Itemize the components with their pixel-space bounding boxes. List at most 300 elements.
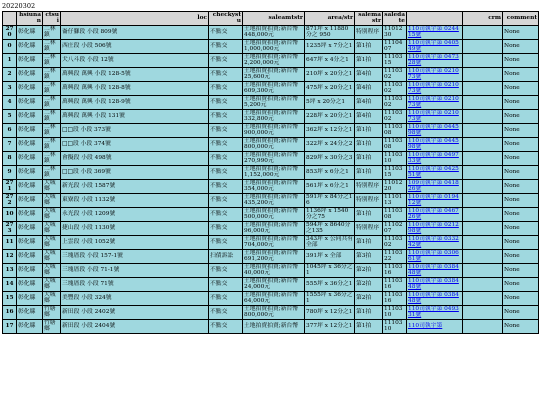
cell-sale-round: 特別程序: [355, 179, 383, 193]
cell-sale-date: 1101230: [383, 25, 407, 39]
cell-crm: [463, 249, 503, 263]
cell-sale-amount: 土地拍賣拍賣;新台幣 2,200,000元: [243, 53, 305, 67]
cell-sale-round: 第4拍: [355, 95, 383, 109]
cell-comment: None: [503, 319, 539, 333]
cell-case-link: [407, 81, 463, 95]
cell-sale-round: 第2拍: [355, 263, 383, 277]
cell-location: 萬興段 萬興 小段 128-5號: [61, 67, 209, 81]
cell-case-link: [407, 221, 463, 235]
cell-ctsui: 大城鄉: [43, 277, 61, 291]
cell-comment: None: [503, 151, 539, 165]
cell-location: 萬興段 萬興 小段 128-9號: [61, 95, 209, 109]
cell-sale-round: 第1拍: [355, 207, 383, 221]
cell-location: □□段 小段 373號: [61, 123, 209, 137]
cell-comment: None: [503, 67, 539, 81]
cell-sale-amount: 土地拍賣拍賣;新台幣 25,600元: [243, 67, 305, 81]
cell-case-link: [407, 109, 463, 123]
cell-area: 591坪 x 84分之16: [305, 193, 355, 207]
cell-sale-date: 1110207: [383, 221, 407, 235]
cell-sale-amount: 土地拍賣拍賣;新台幣 24,000元: [243, 277, 305, 291]
cell-sale-date: 1110316: [383, 263, 407, 277]
cell-crm: [463, 235, 503, 249]
cell-ctsui: 竹塘鄉: [43, 305, 61, 319]
cell-sale-amount: 土地拍賣拍賣;新台幣 800,000元: [243, 137, 305, 151]
table-row: [3, 165, 539, 179]
cell-crm: [463, 207, 503, 221]
cell-checkystu: 不點交: [209, 263, 243, 277]
cell-sale-date: 1110302: [383, 109, 407, 123]
col-header-loc: loc: [61, 12, 209, 26]
cell-sale-amount: 土地拍賣拍賣;新台幣 704,000元: [243, 235, 305, 249]
row-index: 5: [3, 109, 17, 123]
cell-sale-date: 1110302: [383, 67, 407, 81]
row-index: 4: [3, 95, 17, 109]
cell-ctsui: 竹塘鄉: [43, 319, 61, 333]
cell-area: 780坪 x 12分之1: [305, 305, 355, 319]
cell-sale-round: 第4拍: [355, 81, 383, 95]
cell-checkystu: 扫債訴訟: [209, 249, 243, 263]
cell-comment: None: [503, 249, 539, 263]
case-link[interactable]: 110司執宇第 044598號: [408, 137, 459, 151]
cell-sale-amount: 土地拍賣拍賣;新台幣 1,152,000元: [243, 165, 305, 179]
cell-case-link: [407, 25, 463, 39]
cell-comment: None: [503, 25, 539, 39]
cell-ctsui: 二林鎮: [43, 151, 61, 165]
cell-case-link: [407, 193, 463, 207]
cell-area: 829坪 x 30分之3: [305, 151, 355, 165]
cell-checkystu: 不點交: [209, 81, 243, 95]
row-index: 14: [3, 277, 17, 291]
cell-checkystu: 不點交: [209, 235, 243, 249]
cell-hsiunan: 彰化縣: [17, 263, 43, 277]
row-index: 10: [3, 207, 17, 221]
cell-location: 犬八斗段 小段 12號: [61, 53, 209, 67]
cell-comment: None: [503, 277, 539, 291]
cell-sale-round: 第2拍: [355, 277, 383, 291]
row-index: 0: [3, 39, 17, 53]
cell-sale-date: 1110302: [383, 81, 407, 95]
cell-sale-amount: 土地拍賣拍賣;新台幣 332,800元: [243, 109, 305, 123]
cell-sale-date: 1110310: [383, 151, 407, 165]
cell-checkystu: 不點交: [209, 137, 243, 151]
cell-sale-round: 第2拍: [355, 291, 383, 305]
row-index: 272: [3, 193, 17, 207]
cell-ctsui: 大城鄉: [43, 291, 61, 305]
cell-comment: None: [503, 165, 539, 179]
cell-checkystu: 不點交: [209, 25, 243, 39]
cell-area: 228坪 x 20分之1: [305, 109, 355, 123]
cell-sale-date: 1110310: [383, 305, 407, 319]
table-row: [3, 151, 539, 165]
cell-sale-amount: 土地拍賣拍賣;新台幣 609,300元: [243, 81, 305, 95]
cell-ctsui: 大城鄉: [43, 221, 61, 235]
case-link[interactable]: 110司執宇第 042551號: [408, 165, 459, 179]
table-row: [3, 277, 539, 291]
cell-ctsui: 二林鎮: [43, 39, 61, 53]
cell-checkystu: 不點交: [209, 67, 243, 81]
cell-sale-amount: 土地拍賣拍賣;新台幣 40,000元: [243, 263, 305, 277]
cell-location: 三塊厝段 小段 71-1號: [61, 263, 209, 277]
cell-comment: None: [503, 263, 539, 277]
row-index: 11: [3, 235, 17, 249]
cell-area: 210坪 x 20分之1: [305, 67, 355, 81]
cell-crm: [463, 95, 503, 109]
cell-ctsui: 二林鎮: [43, 95, 61, 109]
cell-location: 捷山段 小段 1130號: [61, 221, 209, 235]
row-index: 17: [3, 319, 17, 333]
cell-ctsui: 二林鎮: [43, 67, 61, 81]
cell-area: 391坪 x 全部: [305, 249, 355, 263]
cell-area: 1235坪 x 7分之1: [305, 39, 355, 53]
cell-hsiunan: 彰化縣: [17, 137, 43, 151]
cell-sale-amount: 土地拍賣拍賣;新台幣 96,000元: [243, 221, 305, 235]
cell-hsiunan: 彰化縣: [17, 123, 43, 137]
cell-comment: None: [503, 207, 539, 221]
cell-comment: None: [503, 81, 539, 95]
cell-comment: None: [503, 137, 539, 151]
cell-hsiunan: 彰化縣: [17, 25, 43, 39]
cell-area: 343坪 x 公同共有全部: [306, 235, 354, 249]
cell-crm: [463, 123, 503, 137]
cell-sale-amount: 土地拍賣拍賣;新台幣 691,200元: [243, 249, 305, 263]
cell-location: 崙仔腳段 小段 809號: [61, 25, 209, 39]
case-link[interactable]: 110司執宇第 049733號: [408, 151, 459, 165]
cell-sale-date: 1110322: [383, 249, 407, 263]
cell-area: 555坪 x 36分之1: [305, 277, 355, 291]
cell-location: 上雲段 小段 1052號: [61, 235, 209, 249]
cell-sale-amount: 土地拍賣拍賣;新台幣 1,000,000元: [243, 39, 305, 53]
row-index: 273: [3, 221, 17, 235]
report-date: 20220302: [2, 2, 36, 10]
cell-checkystu: 不點交: [209, 165, 243, 179]
table-row: [3, 305, 539, 319]
case-link[interactable]: 110司執宇第 049331號: [408, 305, 459, 319]
case-link[interactable]: 110司執宇第 019412號: [408, 193, 459, 207]
col-header-hsiunan: hsiunan: [17, 12, 43, 26]
cell-crm: [463, 151, 503, 165]
cell-hsiunan: 彰化縣: [17, 235, 43, 249]
cell-case-link: [407, 263, 463, 277]
case-link[interactable]: 110司執宇第 038448號: [408, 263, 459, 277]
cell-sale-round: 特別程序: [355, 25, 383, 39]
row-index: 16: [3, 305, 17, 319]
table-row: [3, 67, 539, 81]
table-row: [3, 25, 539, 39]
cell-sale-round: 第1拍: [355, 235, 383, 249]
cell-crm: [463, 305, 503, 319]
cell-sale-round: 第1拍: [355, 39, 383, 53]
cell-checkystu: 不點交: [209, 95, 243, 109]
cell-case-link: [407, 137, 463, 151]
cell-hsiunan: 彰化縣: [17, 319, 43, 333]
cell-sale-date: 1110308: [383, 123, 407, 137]
cell-case-link: [407, 249, 463, 263]
case-link[interactable]: 110司執宇第 033242號: [408, 235, 459, 249]
cell-location: 萬興段 萬興 小段 128-8號: [61, 81, 209, 95]
cell-comment: None: [503, 305, 539, 319]
cell-case-link: [407, 291, 463, 305]
case-link[interactable]: 110司執宇第 030661號: [408, 249, 459, 263]
case-link[interactable]: 110司執宇第 046726號: [408, 207, 459, 221]
cell-sale-date: 1110113: [383, 193, 407, 207]
cell-checkystu: 不點交: [209, 123, 243, 137]
cell-sale-round: 第1拍: [355, 151, 383, 165]
case-link[interactable]: 110司執宇第 040549號: [408, 39, 459, 53]
case-link[interactable]: 110司執宇第 044598號: [408, 123, 459, 137]
table-row: [3, 235, 539, 249]
cell-ctsui: 大城鄉: [43, 179, 61, 193]
row-index: 12: [3, 249, 17, 263]
cell-ctsui: 二林鎮: [43, 25, 61, 39]
cell-sale-date: 1110316: [383, 277, 407, 291]
table-row: [3, 291, 539, 305]
case-link[interactable]: 110司執宇第: [408, 323, 443, 330]
cell-case-link: [407, 123, 463, 137]
cell-case-link: [407, 95, 463, 109]
cell-crm: [463, 277, 503, 291]
cell-location: □□段 小段 369號: [61, 165, 209, 179]
cell-sale-amount: 土地拍賣拍賣;新台幣: [243, 319, 305, 333]
cell-sale-round: 第1拍: [355, 123, 383, 137]
table-row: [3, 53, 539, 67]
table-row: [3, 193, 539, 207]
cell-sale-date: 1110310: [383, 319, 407, 333]
table-row: [3, 95, 539, 109]
cell-comment: None: [503, 221, 539, 235]
cell-ctsui: 二林鎮: [43, 53, 61, 67]
case-link[interactable]: 109司執宇第 041826號: [408, 179, 459, 193]
row-index: 6: [3, 123, 17, 137]
cell-hsiunan: 彰化縣: [17, 277, 43, 291]
cell-case-link: [407, 277, 463, 291]
cell-case-link: [407, 67, 463, 81]
cell-checkystu: 不點交: [209, 207, 243, 221]
cell-crm: [463, 39, 503, 53]
cell-sale-amount: 土地拍賣拍賣;新台幣 5,200元: [243, 95, 305, 109]
cell-sale-amount: 土地拍賣拍賣;新台幣 900,000元: [243, 123, 305, 137]
row-index: 270: [3, 25, 17, 39]
cell-crm: [463, 53, 503, 67]
cell-comment: None: [503, 53, 539, 67]
cell-sale-date: 1110407: [383, 39, 407, 53]
cell-sale-date: 1110302: [383, 95, 407, 109]
cell-ctsui: 大城鄉: [43, 263, 61, 277]
cell-sale-round: 第4拍: [355, 67, 383, 81]
cell-case-link: [407, 151, 463, 165]
cell-case-link: [407, 235, 463, 249]
cell-area: 322坪 x 24分之2: [305, 137, 355, 151]
col-header-saledate: saledate: [384, 12, 405, 25]
cell-comment: None: [503, 123, 539, 137]
table-row: [3, 221, 539, 235]
cell-sale-round: 特別程序: [355, 193, 383, 207]
cell-area: 5坪 x 20分之1: [305, 95, 355, 109]
row-index: 7: [3, 137, 17, 151]
col-header-comment: comment: [503, 12, 539, 26]
cell-comment: None: [503, 95, 539, 109]
col-header-checkystu: checkystu: [209, 12, 243, 26]
cell-comment: None: [503, 193, 539, 207]
col-header-saleamtstr: saleamtstr: [243, 12, 305, 26]
cell-sale-date: 1110308: [383, 137, 407, 151]
cell-hsiunan: 彰化縣: [17, 207, 43, 221]
case-link[interactable]: 110司執宇第 038448號: [408, 291, 459, 305]
row-index: 2: [3, 67, 17, 81]
cell-crm: [463, 81, 503, 95]
col-header-ctsui: ctsui: [43, 12, 61, 26]
col-header-index: [3, 12, 17, 26]
row-index: 15: [3, 291, 17, 305]
cell-area: 561坪 x 6分之1: [305, 179, 355, 193]
cell-sale-date: 1110308: [383, 207, 407, 221]
cell-ctsui: 二林鎮: [43, 137, 61, 151]
case-link[interactable]: 110司執宇第 024415號: [408, 25, 459, 39]
cell-area: 594坪 x 8640分之135: [305, 221, 355, 235]
case-link[interactable]: 110司執宇第 021073號: [408, 95, 459, 109]
cell-sale-round: 第1拍: [355, 53, 383, 67]
cell-sale-round: 第3拍: [355, 249, 383, 263]
cell-hsiunan: 彰化縣: [17, 109, 43, 123]
cell-crm: [463, 319, 503, 333]
cell-crm: [463, 67, 503, 81]
cell-area: 871坪 x 11880分之 950: [305, 25, 355, 39]
cell-sale-date: 1110302: [383, 235, 407, 249]
cell-comment: None: [503, 39, 539, 53]
cell-area: 475坪 x 20分之1: [305, 81, 355, 95]
cell-crm: [463, 193, 503, 207]
cell-case-link: [407, 319, 463, 333]
cell-hsiunan: 彰化縣: [17, 165, 43, 179]
cell-sale-date: 1110315: [383, 53, 407, 67]
cell-checkystu: 不點交: [209, 179, 243, 193]
col-header-area: area/str: [305, 12, 355, 26]
table-row: [3, 179, 539, 193]
row-index: 3: [3, 81, 17, 95]
cell-crm: [463, 25, 503, 39]
cell-location: □□段 小段 374號: [61, 137, 209, 151]
cell-sale-amount: 土地拍賣拍賣;新台幣 500,000元: [243, 207, 305, 221]
cell-area: 853坪 x 6分之1: [305, 165, 355, 179]
table-row: [3, 319, 539, 333]
table-row: [3, 109, 539, 123]
cell-case-link: [407, 39, 463, 53]
case-link[interactable]: 110司執宇第 047328號: [408, 53, 459, 67]
cell-case-link: [407, 207, 463, 221]
cell-hsiunan: 彰化縣: [17, 67, 43, 81]
case-link[interactable]: 110司執宇第 021073號: [408, 109, 459, 123]
cell-hsiunan: 彰化縣: [17, 81, 43, 95]
case-link[interactable]: 110司執宇第 021073號: [408, 67, 459, 81]
cell-sale-date: 1110316: [383, 291, 407, 305]
cell-location: 萬興段 萬興 小段 131號: [61, 109, 209, 123]
cell-location: 三塊厝段 小段 157-1號: [61, 249, 209, 263]
cell-hsiunan: 彰化縣: [17, 53, 43, 67]
cell-case-link: [407, 305, 463, 319]
cell-crm: [463, 263, 503, 277]
cell-comment: None: [503, 291, 539, 305]
cell-hsiunan: 彰化縣: [17, 39, 43, 53]
cell-checkystu: 不點交: [209, 305, 243, 319]
cell-checkystu: 不點交: [209, 277, 243, 291]
col-header-crm: crm: [463, 12, 503, 26]
cell-comment: None: [503, 179, 539, 193]
cell-checkystu: 不點交: [209, 221, 243, 235]
cell-comment: None: [503, 235, 539, 249]
cell-location: 永光段 小段 1209號: [61, 207, 209, 221]
cell-ctsui: 大城鄉: [43, 249, 61, 263]
cell-comment: None: [503, 109, 539, 123]
cell-crm: [463, 291, 503, 305]
row-index: 1: [3, 53, 17, 67]
cell-hsiunan: 彰化縣: [17, 305, 43, 319]
cell-crm: [463, 165, 503, 179]
cell-sale-amount: 土地拍賣拍賣;新台幣 435,200元: [243, 193, 305, 207]
cell-sale-amount: 土地拍賣拍賣;新台幣 64,000元: [243, 291, 305, 305]
cell-hsiunan: 彰化縣: [17, 291, 43, 305]
cell-checkystu: 不點交: [209, 193, 243, 207]
cell-checkystu: 不點交: [209, 109, 243, 123]
cell-sale-amount: 土地拍賣拍賣;新台幣 800,000元: [243, 305, 305, 319]
cell-ctsui: 大城鄉: [43, 207, 61, 221]
cell-sale-round: 第1拍: [355, 319, 383, 333]
row-index: 9: [3, 165, 17, 179]
cell-location: 新光段 小段 1587號: [61, 179, 209, 193]
cell-crm: [463, 137, 503, 151]
cell-ctsui: 二林鎮: [43, 81, 61, 95]
cell-sale-round: 特別程序: [355, 221, 383, 235]
cell-case-link: [407, 53, 463, 67]
cell-crm: [463, 109, 503, 123]
cell-hsiunan: 彰化縣: [17, 193, 43, 207]
row-index: 8: [3, 151, 17, 165]
cell-checkystu: 不點交: [209, 53, 243, 67]
cell-sale-round: 第4拍: [355, 109, 383, 123]
table-row: [3, 249, 539, 263]
cell-area: 1136坪 x 1540分之75: [305, 207, 355, 221]
table-row: [3, 137, 539, 151]
cell-hsiunan: 彰化縣: [17, 249, 43, 263]
cell-location: 西庄段 小段 506號: [61, 39, 209, 53]
cell-area: 647坪 x 4分之1: [305, 53, 355, 67]
case-link[interactable]: 110司執宇第 038448號: [408, 277, 459, 291]
cell-hsiunan: 彰化縣: [17, 179, 43, 193]
cell-area: 1555坪 x 36分之1: [305, 291, 355, 305]
auction-table: [2, 11, 539, 334]
cell-location: 新田段 小段 2404號: [61, 319, 209, 333]
cell-location: 東寮段 小段 1132號: [61, 193, 209, 207]
case-link[interactable]: 110司執宇第 021298號: [408, 221, 459, 235]
cell-location: 美豐段 小段 324號: [61, 291, 209, 305]
cell-checkystu: 不點交: [209, 319, 243, 333]
cell-ctsui: 大城鄉: [43, 193, 61, 207]
table-row: [3, 39, 539, 53]
cell-sale-round: 第1拍: [355, 137, 383, 151]
cell-case-link: [407, 165, 463, 179]
row-index: 13: [3, 263, 17, 277]
cell-ctsui: 二林鎮: [43, 165, 61, 179]
cell-sale-amount: 土地拍賣拍賣;新台幣 270,990元: [243, 151, 305, 165]
cell-ctsui: 大城鄉: [43, 235, 61, 249]
case-link[interactable]: 110司執宇第 021073號: [408, 81, 459, 95]
cell-sale-date: 1110315: [383, 165, 407, 179]
cell-area: 1045坪 x 36分之1: [305, 263, 355, 277]
table-row: [3, 123, 539, 137]
cell-location: 新田段 小段 2402號: [61, 305, 209, 319]
table-header-row: [3, 12, 539, 26]
cell-area: 377坪 x 12分之1: [305, 319, 355, 333]
cell-hsiunan: 彰化縣: [17, 95, 43, 109]
cell-sale-date: 1101220: [383, 179, 407, 193]
